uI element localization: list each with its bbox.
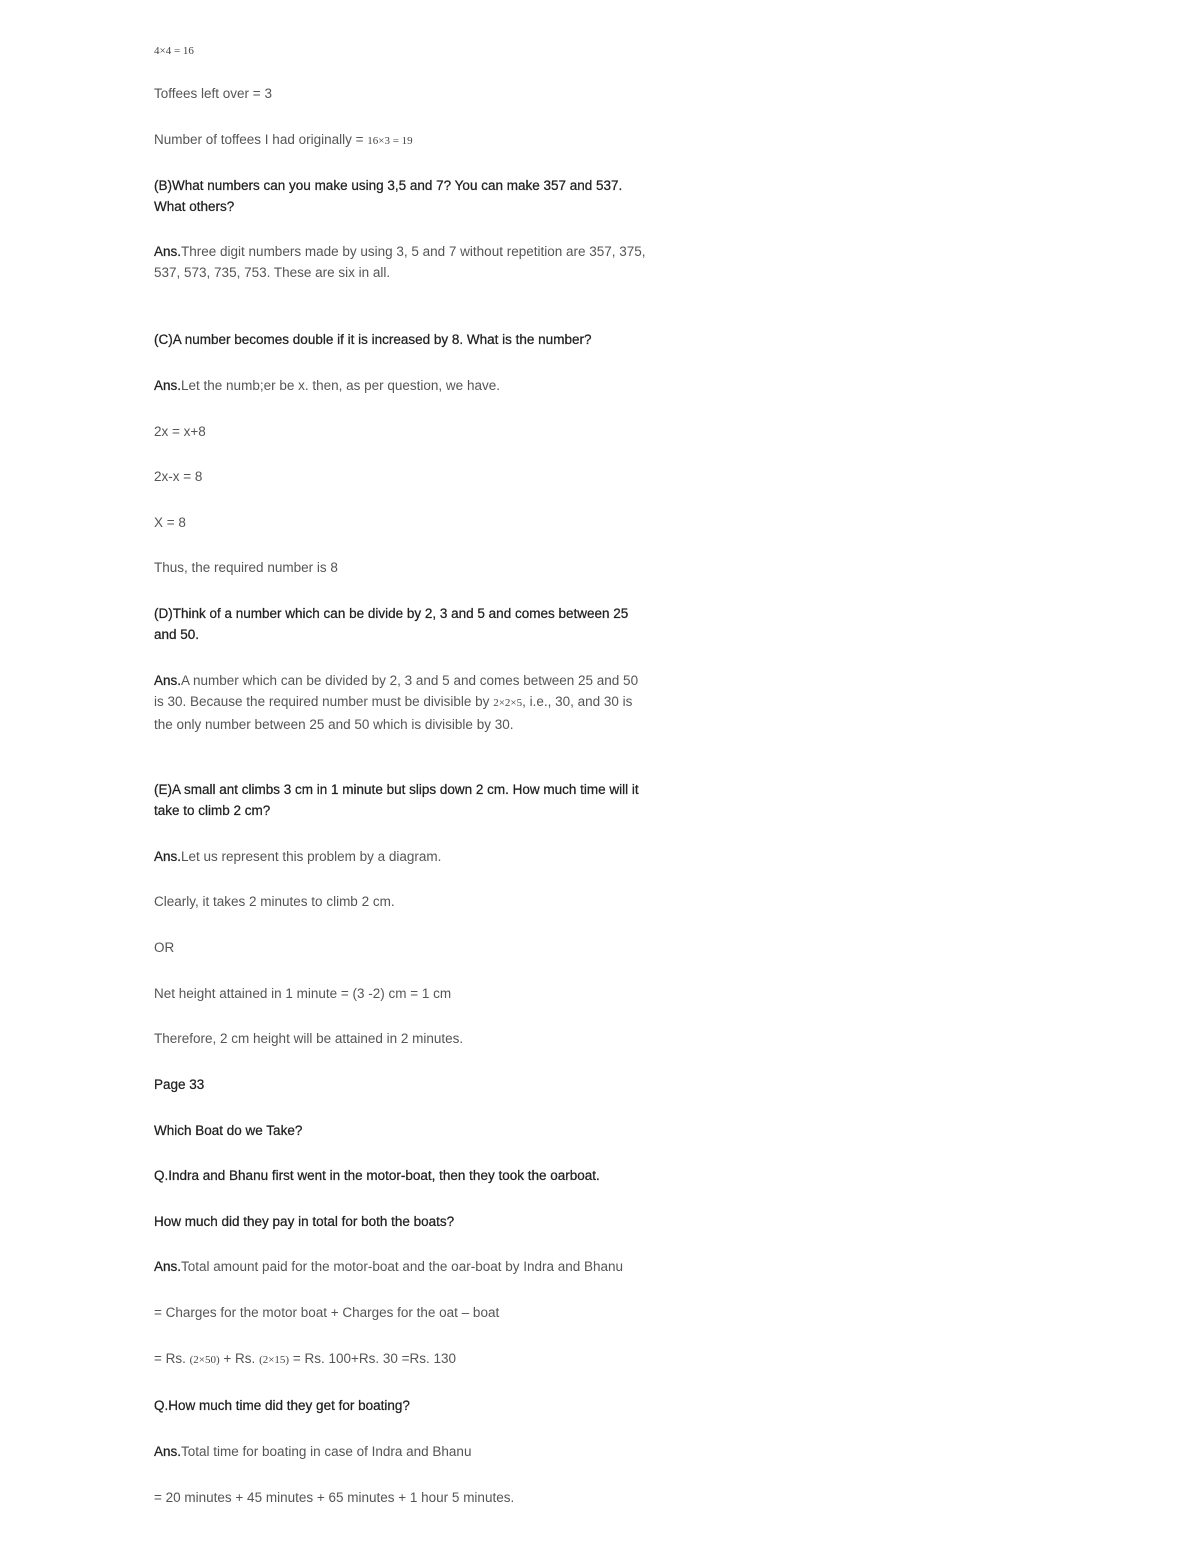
answer-text: A number which can be divided by 2, 3 and 5 and comes between 25 and 50 is 30. Because the required number must be divisible by bbox=[154, 673, 639, 709]
question-heading: (E)A small ant climbs 3 cm in 1 minute but slips down 2 cm. How much time will it take to climb 2 cm? bbox=[154, 782, 639, 818]
answer-paragraph bbox=[154, 846, 654, 867]
answer-label: Ans. bbox=[154, 378, 182, 393]
question-heading: (D)Think of a number which can be divide by 2, 3 and 5 and comes between 25 and 50. bbox=[154, 606, 629, 642]
text-line bbox=[154, 129, 654, 152]
page-number-heading: Page 33 bbox=[154, 1077, 205, 1092]
answer-label: Ans. bbox=[154, 244, 182, 259]
answer-paragraph bbox=[154, 670, 646, 735]
text-span: Number of toffees I had originally = bbox=[154, 132, 368, 147]
text-line: = 20 minutes + 45 minutes + 65 minutes + 1 hour 5 minutes. bbox=[154, 1490, 515, 1505]
answer-paragraph bbox=[154, 1256, 654, 1277]
equation-line: 2x-x = 8 bbox=[154, 469, 203, 484]
text-line: Thus, the required number is 8 bbox=[154, 560, 338, 575]
math-expression: 2×2×5 bbox=[493, 697, 523, 709]
equation-line: 2x = x+8 bbox=[154, 424, 206, 439]
answer-paragraph bbox=[154, 241, 654, 283]
question-heading: (B)What numbers can you make using 3,5 and 7? You can make 357 and 537. What others? bbox=[154, 178, 623, 214]
math-expression: (2×50) bbox=[189, 1354, 220, 1366]
text-line: Net height attained in 1 minute = (3 -2) cm = 1 cm bbox=[154, 986, 452, 1001]
answer-label: Ans. bbox=[154, 849, 182, 864]
answer-label: Ans. bbox=[154, 1444, 182, 1459]
equation-line bbox=[154, 1348, 654, 1371]
math-expression: 4×4 = 16 bbox=[154, 45, 194, 57]
answer-paragraph bbox=[154, 375, 654, 396]
equation-line bbox=[154, 39, 654, 62]
answer-text: Total amount paid for the motor-boat and the oar-boat by Indra and Bhanu bbox=[181, 1259, 624, 1274]
math-expression: 16×3 = 19 bbox=[367, 135, 413, 147]
answer-paragraph bbox=[154, 1441, 654, 1462]
question-heading: (C)A number becomes double if it is increased by 8. What is the number? bbox=[154, 332, 592, 347]
answer-text: Three digit numbers made by using 3, 5 and 7 without repetition are 357, 375, 537, 573, 735, 753. These are six in all. bbox=[154, 244, 646, 280]
answer-text: , i.e., 30, and 30 is the only number between 25 and 50 which is divisible by 30. bbox=[154, 694, 633, 732]
text-line: = Charges for the motor boat + Charges for the oat – boat bbox=[154, 1305, 500, 1320]
text-line: Toffees left over = 3 bbox=[154, 86, 272, 101]
answer-label: Ans. bbox=[154, 673, 182, 688]
text-span: = Rs. 100+Rs. 30 =Rs. 130 bbox=[289, 1351, 457, 1366]
text-line: Clearly, it takes 2 minutes to climb 2 cm. bbox=[154, 894, 395, 909]
section-heading: Which Boat do we Take? bbox=[154, 1123, 303, 1138]
answer-text: Let us represent this problem by a diagram. bbox=[181, 849, 442, 864]
equation-line: X = 8 bbox=[154, 515, 186, 530]
question-heading: Q.How much time did they get for boating? bbox=[154, 1398, 410, 1413]
answer-label: Ans. bbox=[154, 1259, 182, 1274]
question-heading: Q.Indra and Bhanu first went in the motor-boat, then they took the oarboat. bbox=[154, 1168, 600, 1183]
answer-text: Total time for boating in case of Indra and Bhanu bbox=[181, 1444, 472, 1459]
text-line: OR bbox=[154, 940, 175, 955]
text-span: + Rs. bbox=[219, 1351, 260, 1366]
math-expression: (2×15) bbox=[259, 1354, 290, 1366]
text-span: = Rs. bbox=[154, 1351, 190, 1366]
question-heading: How much did they pay in total for both the boats? bbox=[154, 1214, 455, 1229]
answer-text: Let the numb;er be x. then, as per question, we have. bbox=[181, 378, 500, 393]
text-line: Therefore, 2 cm height will be attained in 2 minutes. bbox=[154, 1031, 464, 1046]
